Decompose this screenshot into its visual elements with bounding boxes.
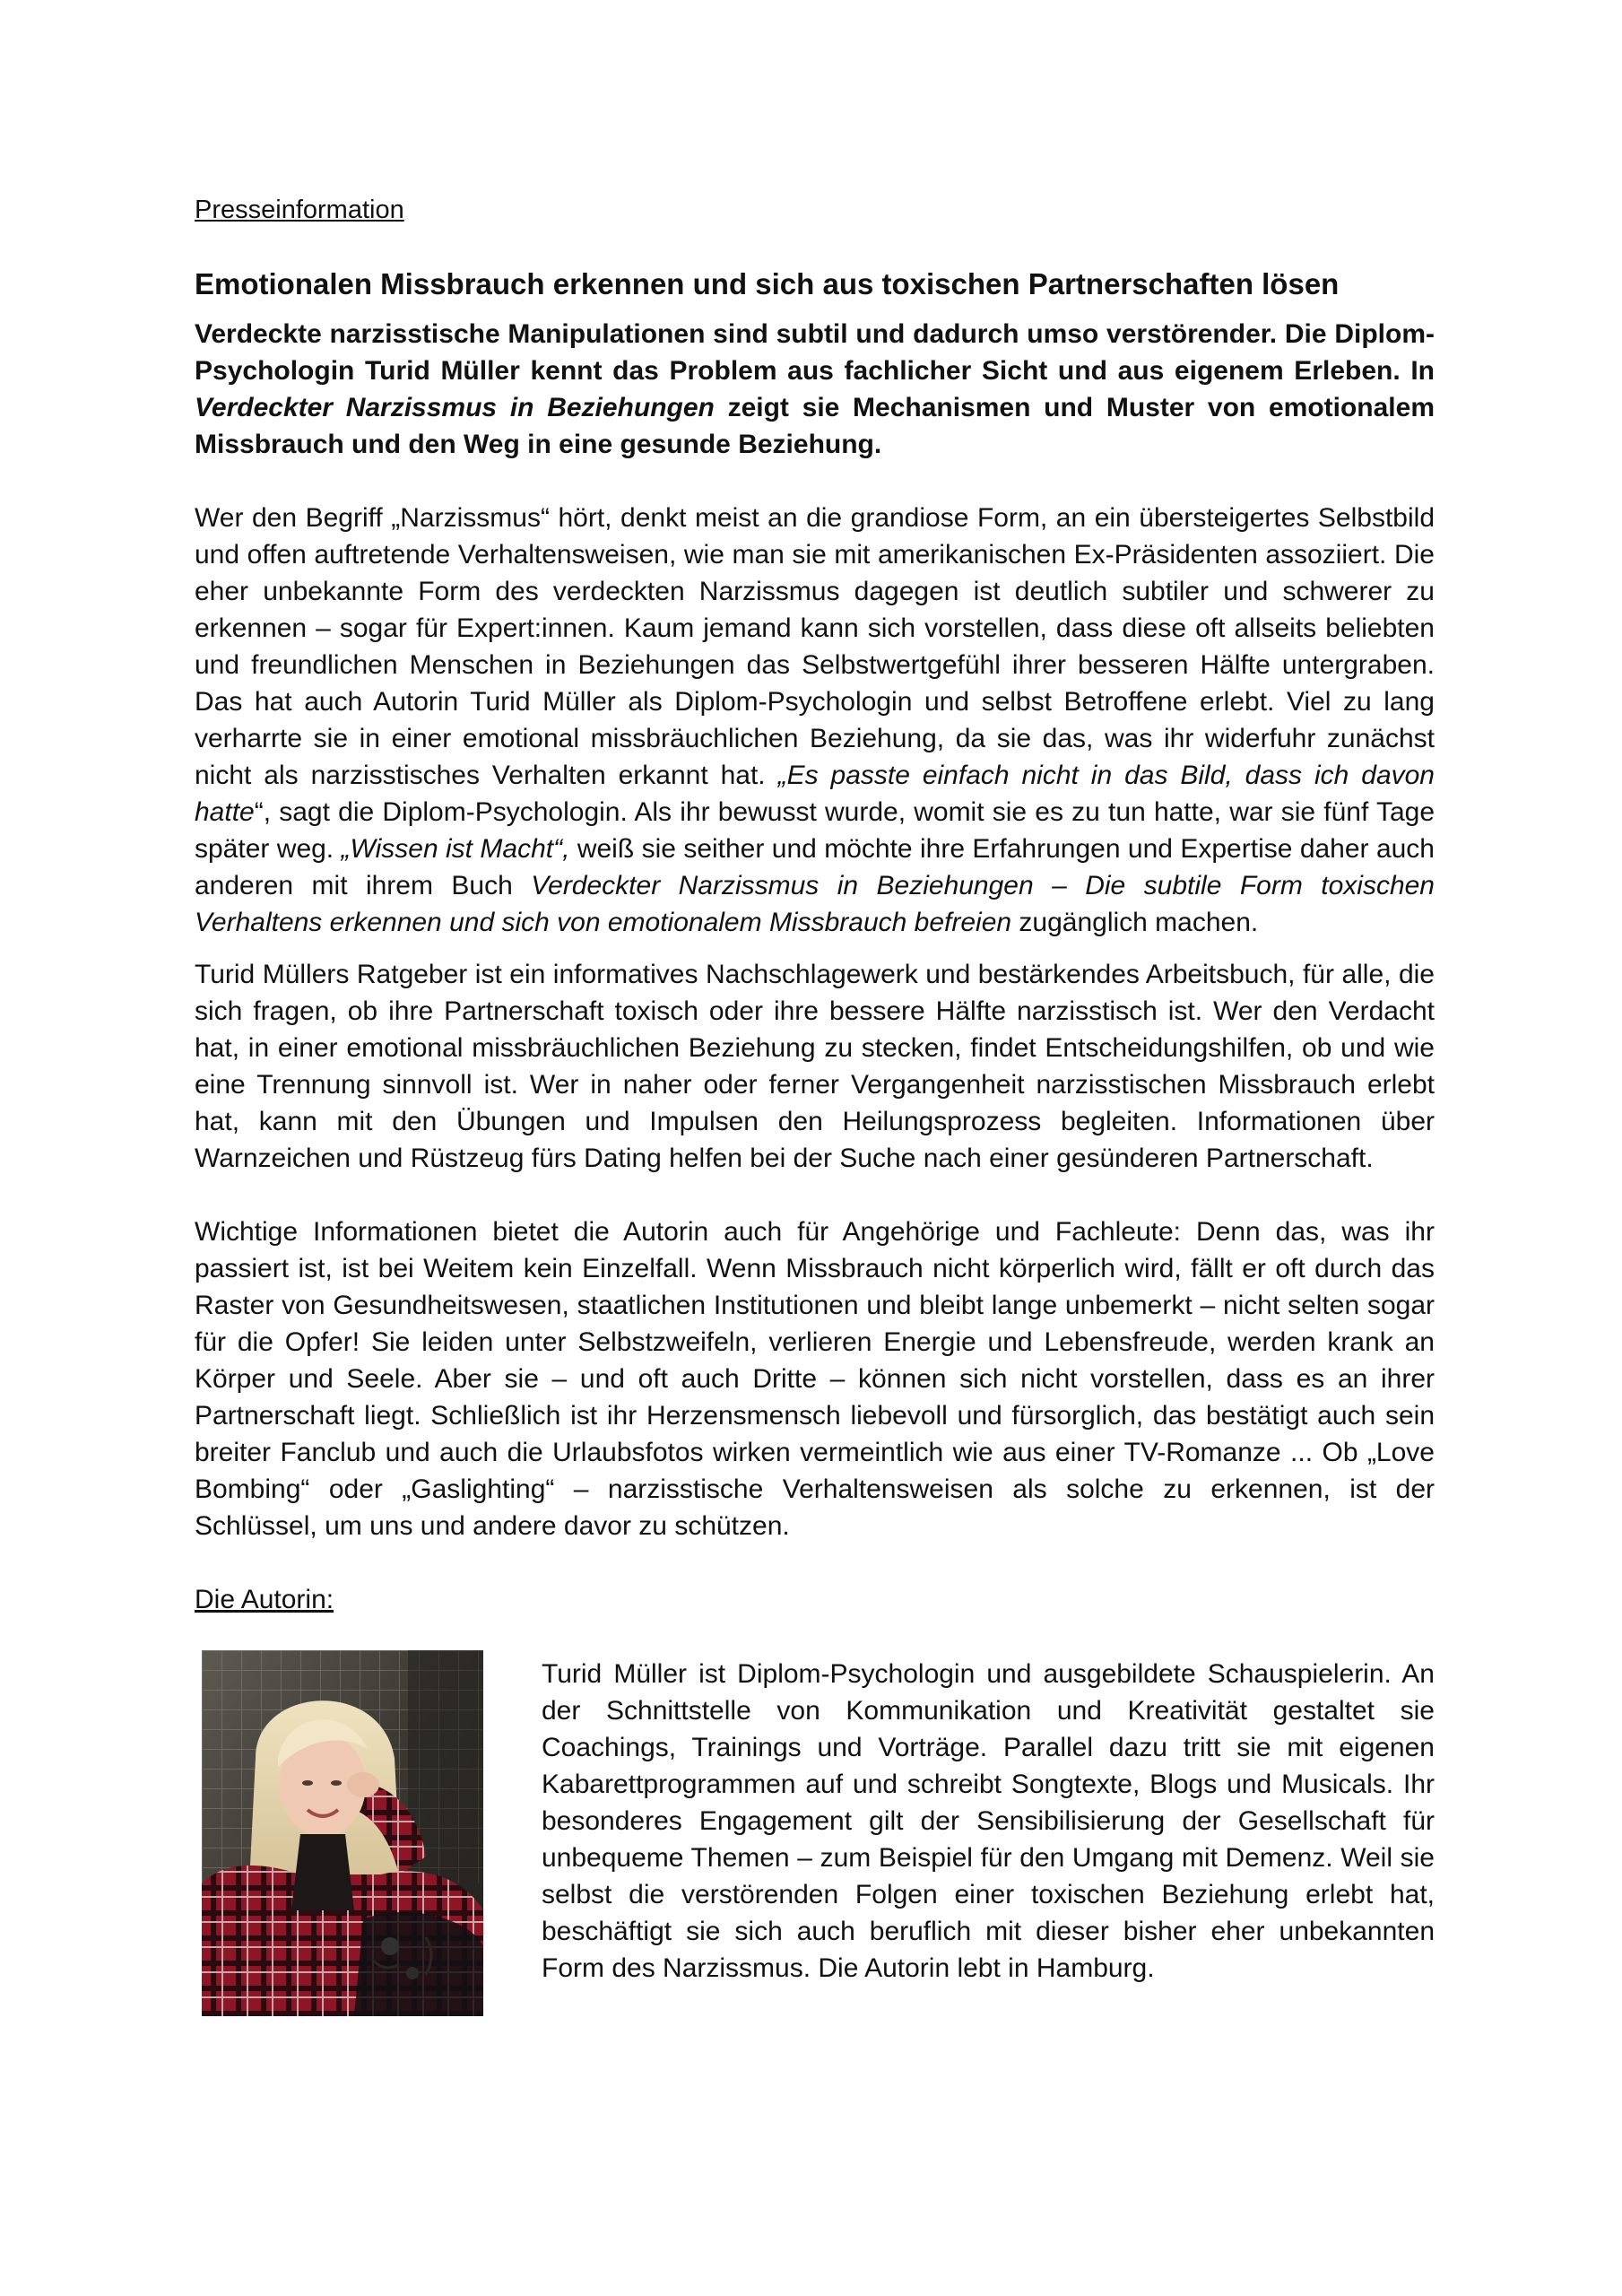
lead-paragraph bbox=[195, 316, 1435, 463]
author-photo bbox=[202, 1650, 483, 2016]
para1-text-4: zugänglich machen. bbox=[1011, 908, 1259, 937]
body-paragraph-3: Wichtige Informationen bietet die Autorin auch für Angehörige und Fachleute: Denn das, was ihr passiert ist, ist bei Weitem kein Einzelfall. Wenn Missbrauch nicht körperlich wird, fällt er oft durch das Raster von Gesundheitswesen, staatlichen Institutionen und bleibt lange unbemerkt – nicht selten sogar für die Opfer! Sie leiden unter Selbstzweifeln, verlieren Energie und Lebensfreude, werden krank an Körper und Seele. Aber sie – und oft auch Dritte – können sich nicht vorstellen, dass es an ihrer Partnerschaft liegt. Schließlich ist ihr Herzensmensch liebevoll und fürsorglich, das bestätigt auch sein breiter Fanclub und auch die Urlaubsfotos wirken vermeintlich wie aus einer TV-Romanze ... Ob „Love Bombing“ oder „Gaslighting“ – narzisstische Verhaltensweisen als solche zu erkennen, ist der Schlüssel, um uns und andere davor zu schützen. bbox=[195, 1217, 1435, 1541]
press-info-label: Presseinformation bbox=[195, 196, 404, 224]
body-paragraph-1 bbox=[195, 500, 1435, 941]
author-section-label: Die Autorin: bbox=[195, 1585, 334, 1614]
author-portrait-image bbox=[202, 1650, 483, 2016]
body-paragraph-2: Turid Müllers Ratgeber ist ein informatives Nachschlagewerk und bestärkendes Arbeitsbuch, für alle, die sich fragen, ob ihre Partnerschaft toxisch oder ihre bessere Hälfte narzisstisch ist. Wer den Verdacht hat, in einer emotional missbräuchlichen Beziehung zu stecken, findet Entscheidungshilfen, ob und wie eine Trennung sinnvoll ist. Wer in naher oder ferner Vergangenheit narzisstischen Missbrauch erlebt hat, kann mit den Übungen und Impulsen den Heilungsprozess begleiten. Informationen über Warnzeichen und Rüstzeug fürs Dating helfen bei der Suche nach einer gesünderen Partnerschaft. bbox=[195, 960, 1435, 1173]
para1-quote-2: „Wissen ist Macht“, bbox=[341, 834, 570, 864]
para1-text-3: weiß sie seither und möchte ihre Erfahrungen und Expertise daher auch anderen mit ihrem Buch bbox=[195, 834, 1435, 900]
document-content bbox=[195, 192, 1435, 2027]
lead-book-title: Verdeckter Narzissmus in Beziehungen bbox=[195, 393, 715, 422]
lead-text-2: zeigt sie Mechanismen und Muster von emotionalem Missbrauch und den Weg in eine gesunde Beziehung. bbox=[195, 393, 1435, 459]
para1-text-1: Wer den Begriff „Narzissmus“ hört, denkt meist an die grandiose Form, an ein übersteigertes Selbstbild und offen auftretende Verhaltensweisen, wie man sie mit amerikanischen Ex-Präsidenten assoziiert. Die eher unbekannte Form des verdeckten Narzissmus dagegen ist deutlich subtiler und schwerer zu erkennen – sogar für Expert:innen. Kaum jemand kann sich vorstellen, dass diese oft allseits beliebten und freundlichen Menschen in Beziehungen das Selbstwertgefühl ihrer besseren Hälfte untergraben. Das hat auch Autorin Turid Müller als Diplom-Psychologin und selbst Betroffene erlebt. Viel zu lang verharrte sie in einer emotional missbräuchlichen Beziehung, da sie das, was ihr widerfuhr zunächst nicht als narzisstisches Verhalten erkannt hat. bbox=[195, 503, 1435, 790]
para1-text-2: “, sagt die Diplom-Psychologin. Als ihr bewusst wurde, womit sie es zu tun hatte, war sie fünf Tage später weg. bbox=[195, 797, 1435, 864]
lead-text-1: Verdeckte narzisstische Manipulationen sind subtil und dadurch umso verstörender. Die Diplom-Psychologin Turid Müller kennt das Problem aus fachlicher Sicht und aus eigenem Erleben. In bbox=[195, 319, 1435, 386]
para1-quote-1: „Es passte einfach nicht in das Bild, dass ich davon hatte bbox=[195, 761, 1435, 827]
author-bio: Turid Müller ist Diplom-Psychologin und ausgebildete Schauspielerin. An der Schnittstelle von Kommunikation und Kreativität gestaltet sie Coachings, Trainings und Vorträge. Parallel dazu tritt sie mit eigenen Kabarettprogrammen auf und schreibt Songtexte, Blogs und Musicals. Ihr besonderes Engagement gilt der Sensibilisierung der Gesellschaft für unbequeme Themen – zum Beispiel für den Umgang mit Demenz. Weil sie selbst die verstörenden Folgen einer toxischen Beziehung erlebt hat, beschäftigt sie sich auch beruflich mit dieser bisher eher unbekannten Form des Narzissmus. Die Autorin lebt in Hamburg. bbox=[542, 1659, 1435, 1983]
para1-book-title: Verdeckter Narzissmus in Beziehungen – Die subtile Form toxischen Verhaltens erkennen und sich von emotionalem Missbrauch befreien bbox=[195, 871, 1435, 937]
headline: Emotionalen Missbrauch erkennen und sich aus toxischen Partnerschaften lösen bbox=[195, 267, 1340, 300]
author-section bbox=[195, 1650, 1435, 2027]
